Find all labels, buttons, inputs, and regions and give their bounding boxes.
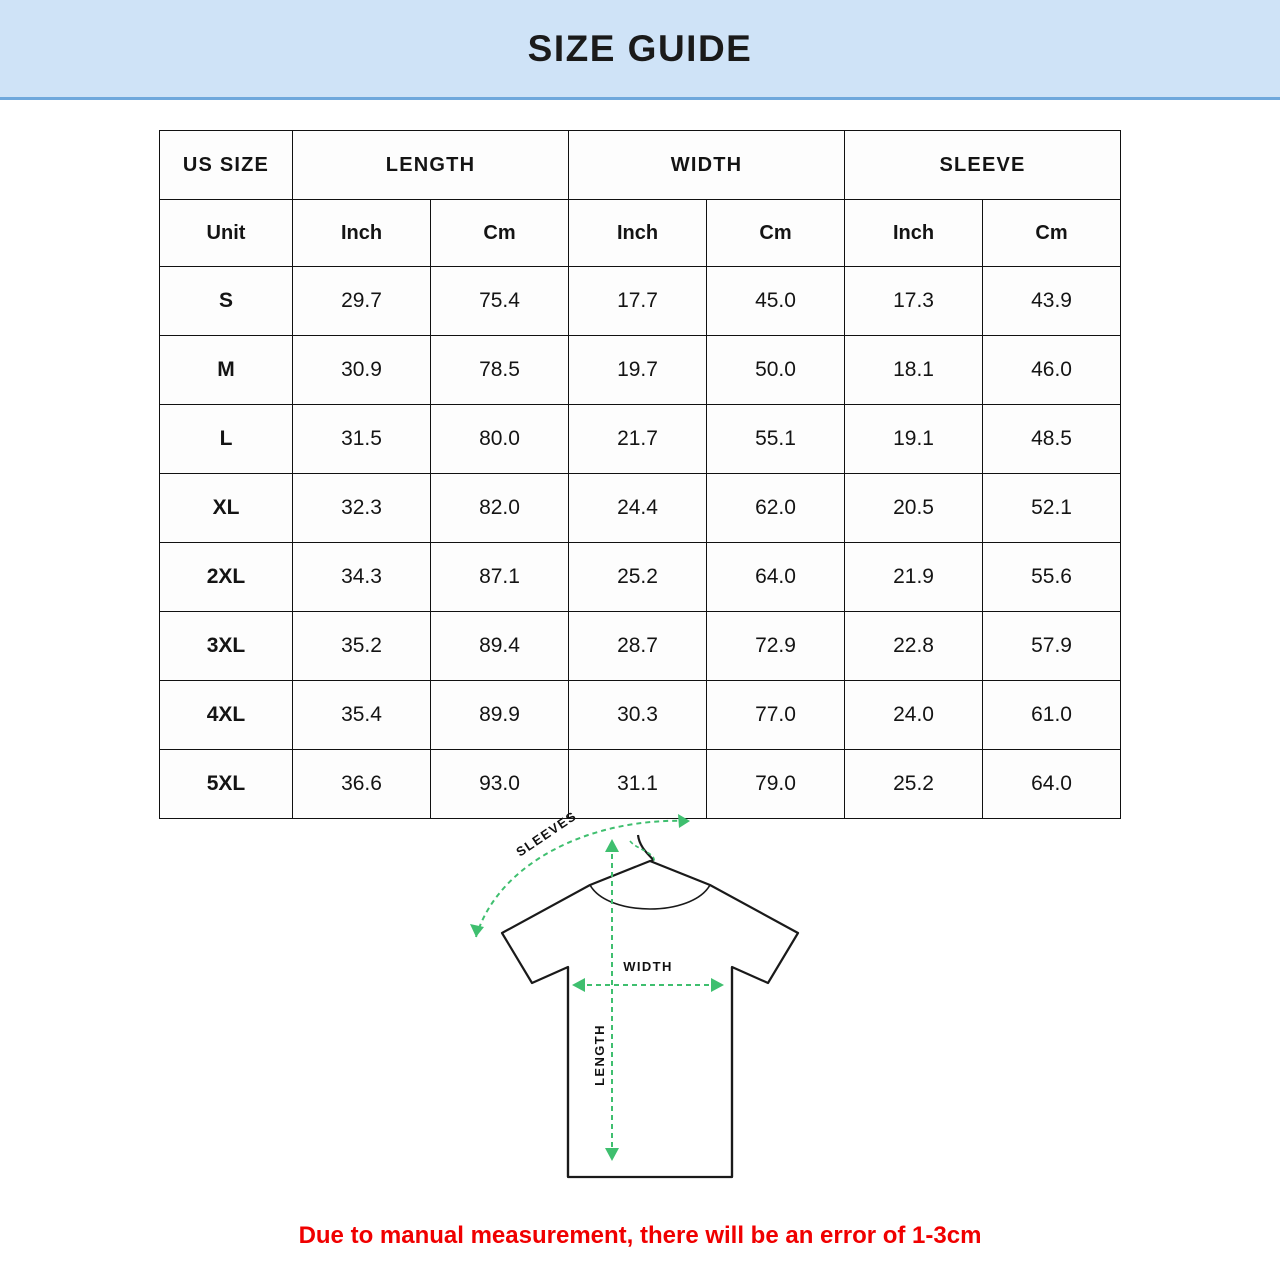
cell-width-cm: 45.0 [707,267,845,336]
cell-size: 3XL [160,612,293,681]
table-row [160,474,1121,543]
unit-width-cm: Cm [707,200,845,267]
group-header-width: WIDTH [569,131,845,200]
sleeves-arrowhead-right [678,814,690,828]
cell-sleeve-cm: 52.1 [983,474,1121,543]
cell-size: XL [160,474,293,543]
cell-width-cm: 50.0 [707,336,845,405]
table-row [160,612,1121,681]
cell-size: S [160,267,293,336]
table-row [160,267,1121,336]
cell-length-cm: 89.9 [431,681,569,750]
cell-width-cm: 55.1 [707,405,845,474]
cell-size: 4XL [160,681,293,750]
sleeves-arrowhead-left [470,924,484,937]
sleeves-measure-arrow [476,821,690,937]
cell-sleeve-cm: 55.6 [983,543,1121,612]
cell-length-inch: 29.7 [293,267,431,336]
cell-length-inch: 31.5 [293,405,431,474]
cell-length-inch: 30.9 [293,336,431,405]
page-title: SIZE GUIDE [527,28,753,69]
cell-sleeve-inch: 22.8 [845,612,983,681]
cell-sleeve-inch: 24.0 [845,681,983,750]
label-length: LENGTH [592,1024,607,1086]
cell-length-cm: 82.0 [431,474,569,543]
cell-length-cm: 87.1 [431,543,569,612]
table-row [160,681,1121,750]
cell-width-inch: 30.3 [569,681,707,750]
cell-length-inch: 35.2 [293,612,431,681]
cell-size: M [160,336,293,405]
cell-sleeve-cm: 48.5 [983,405,1121,474]
group-header-us-size: US SIZE [160,131,293,200]
cell-width-inch: 24.4 [569,474,707,543]
unit-length-inch: Inch [293,200,431,267]
cell-sleeve-inch: 20.5 [845,474,983,543]
table-row [160,543,1121,612]
width-arrowhead-left [572,978,585,992]
cell-length-cm: 78.5 [431,336,569,405]
cell-sleeve-cm: 61.0 [983,681,1121,750]
table-unit-row [160,200,1121,267]
length-arrowhead-bottom [605,1148,619,1161]
cell-width-cm: 64.0 [707,543,845,612]
cell-sleeve-cm: 46.0 [983,336,1121,405]
cell-sleeve-cm: 57.9 [983,612,1121,681]
table-row [160,405,1121,474]
cell-length-cm: 93.0 [431,750,569,819]
label-width: WIDTH [623,959,673,974]
cell-size: 5XL [160,750,293,819]
cell-width-cm: 77.0 [707,681,845,750]
cell-length-inch: 36.6 [293,750,431,819]
cell-length-cm: 80.0 [431,405,569,474]
cell-width-inch: 31.1 [569,750,707,819]
cell-width-inch: 28.7 [569,612,707,681]
cell-length-inch: 32.3 [293,474,431,543]
cell-sleeve-inch: 18.1 [845,336,983,405]
cell-width-inch: 17.7 [569,267,707,336]
width-arrowhead-right [711,978,724,992]
cell-width-inch: 21.7 [569,405,707,474]
length-arrowhead-top [605,839,619,852]
cell-sleeve-cm: 43.9 [983,267,1121,336]
table-group-header-row [160,131,1121,200]
cell-length-inch: 35.4 [293,681,431,750]
cell-size: 2XL [160,543,293,612]
group-header-sleeve: SLEEVE [845,131,1121,200]
cell-sleeve-cm: 64.0 [983,750,1121,819]
cell-length-cm: 89.4 [431,612,569,681]
unit-length-cm: Cm [431,200,569,267]
cell-width-cm: 72.9 [707,612,845,681]
cell-width-cm: 62.0 [707,474,845,543]
cell-length-cm: 75.4 [431,267,569,336]
table-row [160,336,1121,405]
label-sleeves: SLEEVES [513,808,580,860]
cell-width-inch: 25.2 [569,543,707,612]
tshirt-outline-icon [502,835,798,1177]
cell-size: L [160,405,293,474]
cell-length-inch: 34.3 [293,543,431,612]
cell-width-inch: 19.7 [569,336,707,405]
cell-sleeve-inch: 17.3 [845,267,983,336]
measurement-disclaimer: Due to manual measurement, there will be an error of 1-3cm [298,1222,982,1249]
cell-sleeve-inch: 19.1 [845,405,983,474]
size-table-container [159,130,1121,819]
size-table [159,130,1121,819]
cell-sleeve-inch: 21.9 [845,543,983,612]
unit-sleeve-cm: Cm [983,200,1121,267]
cell-width-cm: 79.0 [707,750,845,819]
group-header-length: LENGTH [293,131,569,200]
cell-sleeve-inch: 25.2 [845,750,983,819]
tshirt-measurement-diagram [440,805,860,1205]
unit-sleeve-inch: Inch [845,200,983,267]
unit-width-inch: Inch [569,200,707,267]
unit-label: Unit [160,200,293,267]
